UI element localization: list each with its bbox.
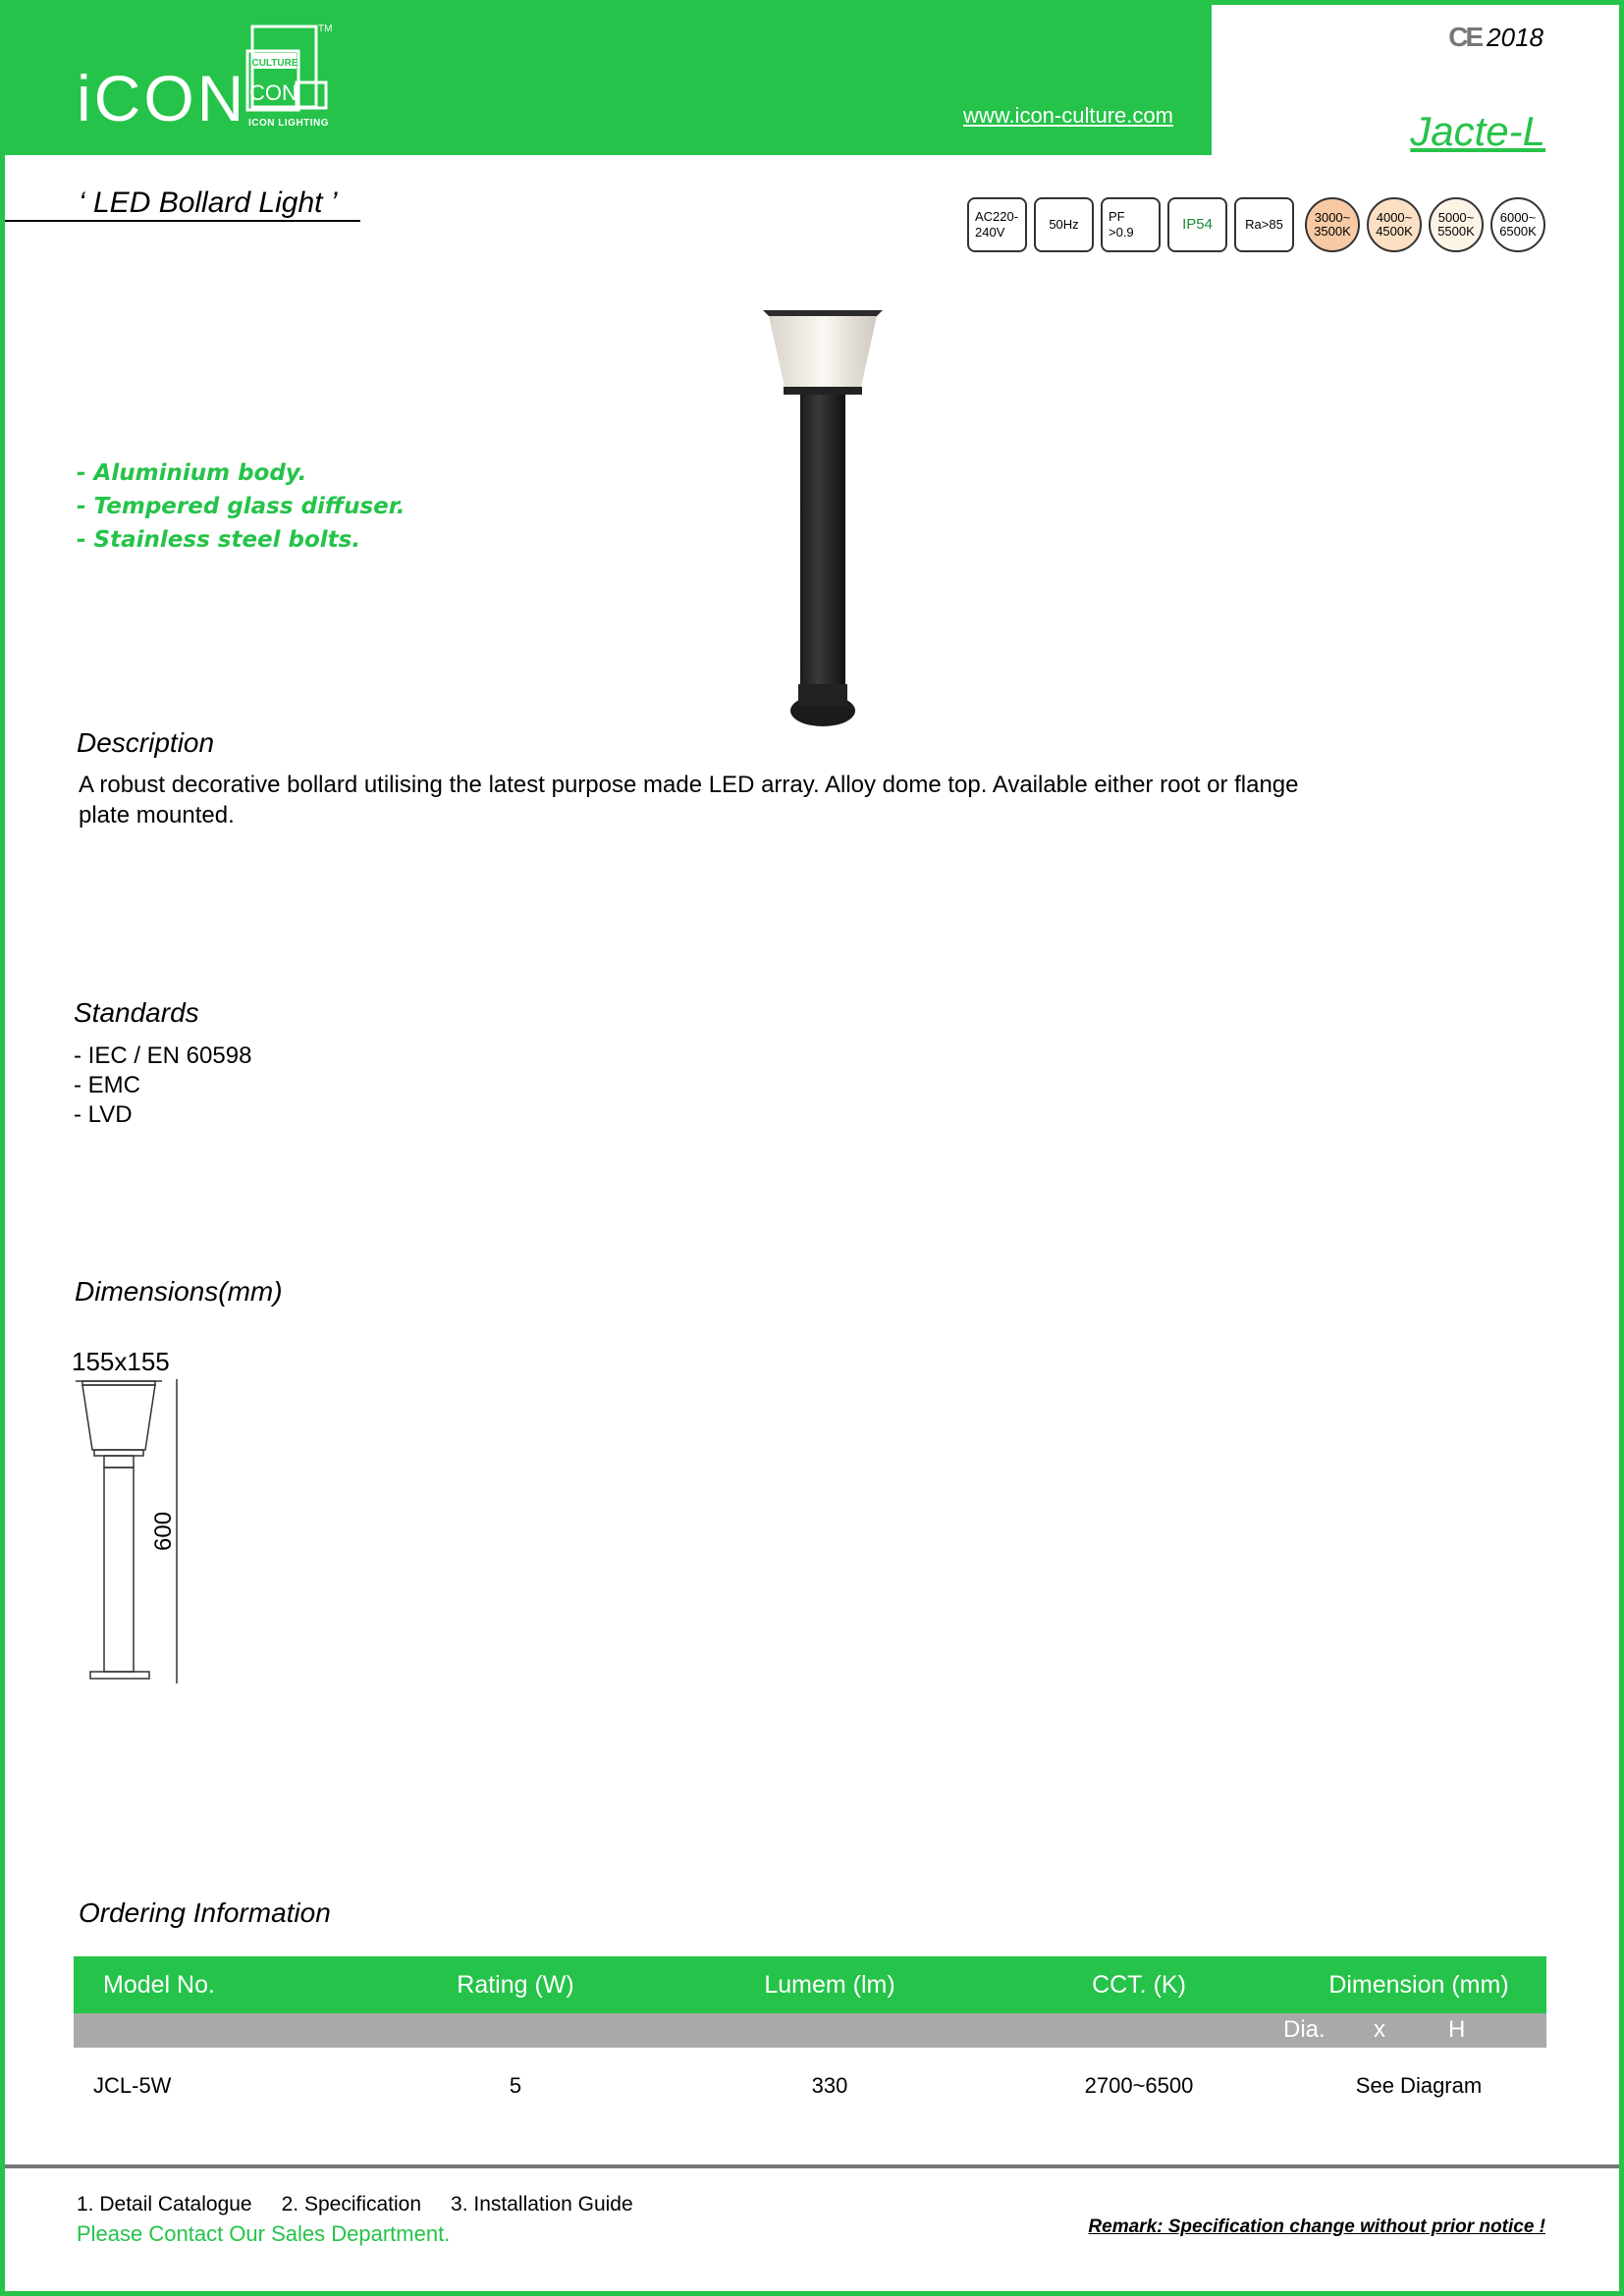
cell-rating: 5 xyxy=(509,2073,522,2098)
svg-text:CULTURE: CULTURE xyxy=(251,58,298,69)
specification-link[interactable]: 2. Specification xyxy=(281,2193,422,2216)
product-code: Jacte-L xyxy=(1410,108,1545,154)
brand-name: iCON xyxy=(77,62,247,134)
ce-year xyxy=(1448,22,1543,53)
svg-text:TM: TM xyxy=(318,24,333,34)
column-header: Rating (W) xyxy=(457,1970,574,1999)
feature-list xyxy=(77,456,406,557)
cell-cct: 2700~6500 xyxy=(1084,2073,1194,2098)
header-band xyxy=(0,0,1212,155)
table-subheader xyxy=(74,2013,1546,2048)
standards-heading: Standards xyxy=(74,997,199,1028)
frequency-badge: 50Hz xyxy=(1034,197,1094,252)
subheader-dia: Dia. xyxy=(1283,2016,1326,2043)
standard-item: - IEC / EN 60598 xyxy=(74,1042,252,1069)
product-title: ‘ LED Bollard Light ’ xyxy=(79,187,338,219)
cell-model: JCL-5W xyxy=(93,2073,172,2098)
description-text: A robust decorative bollard utilising the latest purpose made LED array. Alloy dome top. Available either root or flange plate mounted. xyxy=(79,772,1299,828)
voltage-badge: AC220- 240V xyxy=(967,197,1027,252)
footer-links xyxy=(77,2193,633,2216)
contact-note: Please Contact Our Sales Department. xyxy=(77,2221,451,2246)
column-header: Model No. xyxy=(103,1970,215,1999)
standards-list xyxy=(74,1041,251,1130)
column-header: Dimension (mm) xyxy=(1328,1970,1509,1999)
installation-guide-link[interactable]: 3. Installation Guide xyxy=(451,2193,633,2216)
catalogue-year: 2018 xyxy=(1487,22,1543,52)
standard-item: - LVD xyxy=(74,1101,133,1128)
detail-catalogue-link[interactable]: 1. Detail Catalogue xyxy=(77,2193,252,2216)
spec-badges xyxy=(967,197,1294,252)
cct-badge: 3000~ 3500K xyxy=(1305,197,1360,252)
feature-item: - Stainless steel bolts. xyxy=(77,527,361,553)
website-link[interactable]: www.icon-culture.com xyxy=(963,103,1173,128)
feature-item: - Tempered glass diffuser. xyxy=(77,494,406,519)
cct-badge: 5000~ 5500K xyxy=(1429,197,1484,252)
ce-mark-icon: CE xyxy=(1448,22,1482,52)
cri-badge: Ra>85 xyxy=(1234,197,1294,252)
cct-badge: 6000~ 6500K xyxy=(1490,197,1545,252)
standard-item: - EMC xyxy=(74,1072,140,1098)
cell-dimension: See Diagram xyxy=(1355,2073,1483,2098)
description-heading: Description xyxy=(77,727,215,758)
logo-subtitle: ICON LIGHTING xyxy=(248,118,330,129)
ordering-table xyxy=(74,1956,1546,2124)
top-size-label: 155x155 xyxy=(72,1347,170,1376)
remark-note: Remark: Specification change without prior notice ! xyxy=(1088,2216,1545,2237)
table-header xyxy=(74,1956,1546,2013)
ordering-heading: Ordering Information xyxy=(79,1897,331,1928)
ip-rating-badge: IP54 xyxy=(1167,197,1227,252)
svg-text:CON: CON xyxy=(249,80,298,105)
column-header: Lumem (lm) xyxy=(764,1970,895,1999)
title-underline xyxy=(5,220,360,222)
cell-lumen: 330 xyxy=(811,2073,848,2098)
feature-item: - Aluminium body. xyxy=(77,460,307,486)
icon-culture-logo xyxy=(245,22,344,132)
subheader-x: x xyxy=(1374,2016,1385,2043)
subheader-h: H xyxy=(1448,2016,1466,2043)
cct-badge: 4000~ 4500K xyxy=(1367,197,1422,252)
svg-text:600: 600 xyxy=(150,1511,177,1551)
footer-divider xyxy=(5,2164,1619,2168)
dimension-drawing xyxy=(69,1369,196,1693)
dimensions-heading: Dimensions(mm) xyxy=(75,1276,283,1307)
table-row xyxy=(74,2048,1546,2124)
column-header: CCT. (K) xyxy=(1092,1970,1186,1999)
cct-badges xyxy=(1305,197,1545,252)
power-factor-badge: PF >0.9 xyxy=(1101,197,1161,252)
bollard-product-image xyxy=(759,306,887,733)
